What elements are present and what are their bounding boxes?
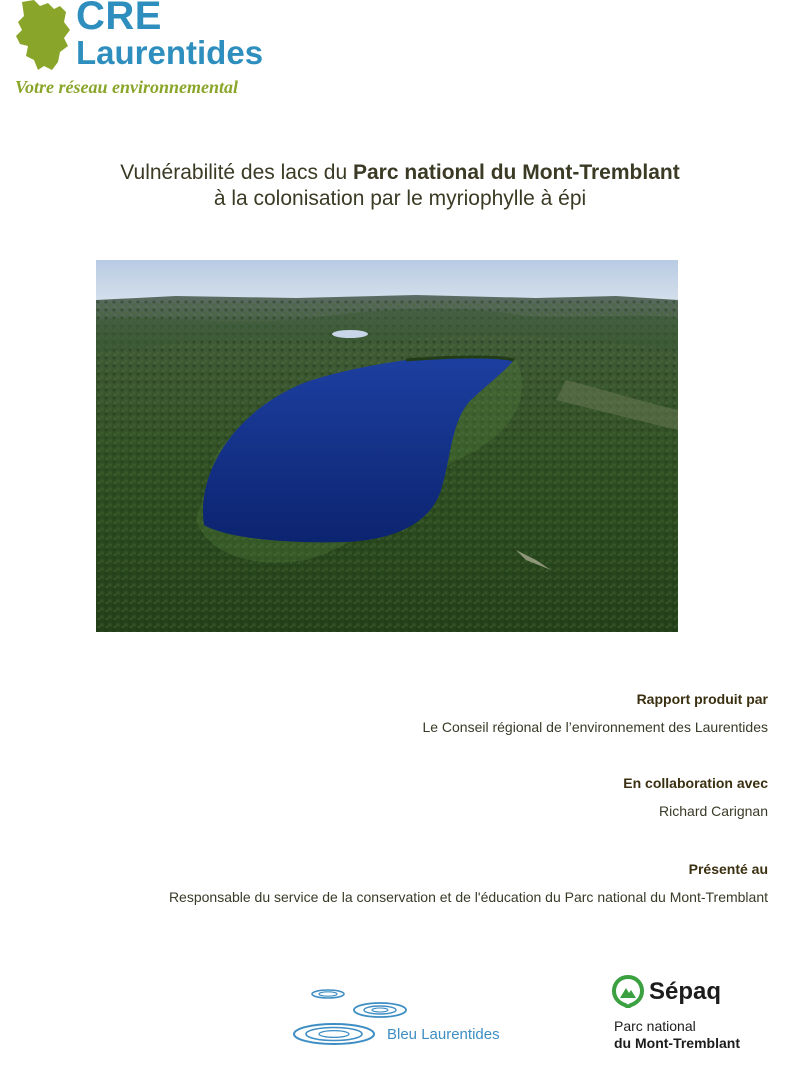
logo-line-cre: CRE — [76, 0, 162, 38]
sepaq-park-line-1: Parc national — [614, 1018, 696, 1034]
title-line-1 — [0, 160, 800, 186]
produced-by-label: Rapport produit par — [636, 691, 768, 707]
sepaq-logo — [611, 974, 781, 1054]
presented-to-label: Présenté au — [688, 861, 768, 877]
sepaq-name: Sépaq — [649, 978, 722, 1005]
logo-line-laurentides: Laurentides — [76, 34, 264, 71]
laurentides-map-icon — [14, 0, 72, 72]
park-name: Parc national du Mont-Tremblant — [353, 161, 680, 184]
document-title — [0, 160, 800, 212]
logo-tagline: Votre réseau environnemental — [15, 77, 239, 97]
collaboration-label: En collaboration avec — [623, 775, 768, 791]
sepaq-park-line-2: du Mont-Tremblant — [614, 1035, 740, 1051]
title-line-1-text: Vulnérabilité des lacs du — [120, 161, 353, 184]
produced-by-value: Le Conseil régional de l’environnement des Laurentides — [422, 719, 768, 735]
sepaq-mountain-icon — [611, 974, 645, 1008]
bleu-laurentides-logo — [290, 982, 520, 1052]
cre-laurentides-logo — [10, 0, 300, 100]
cover-photo-aerial-lake — [96, 260, 678, 632]
title-line-2: à la colonisation par le myriophylle à épi — [213, 187, 587, 210]
presented-to-value: Responsable du service de la conservation et de l'éducation du Parc national du Mont-Tremblant — [168, 889, 768, 905]
collaboration-value: Richard Carignan — [659, 803, 768, 819]
bleu-laurentides-text: Bleu Laurentides — [387, 1026, 500, 1043]
